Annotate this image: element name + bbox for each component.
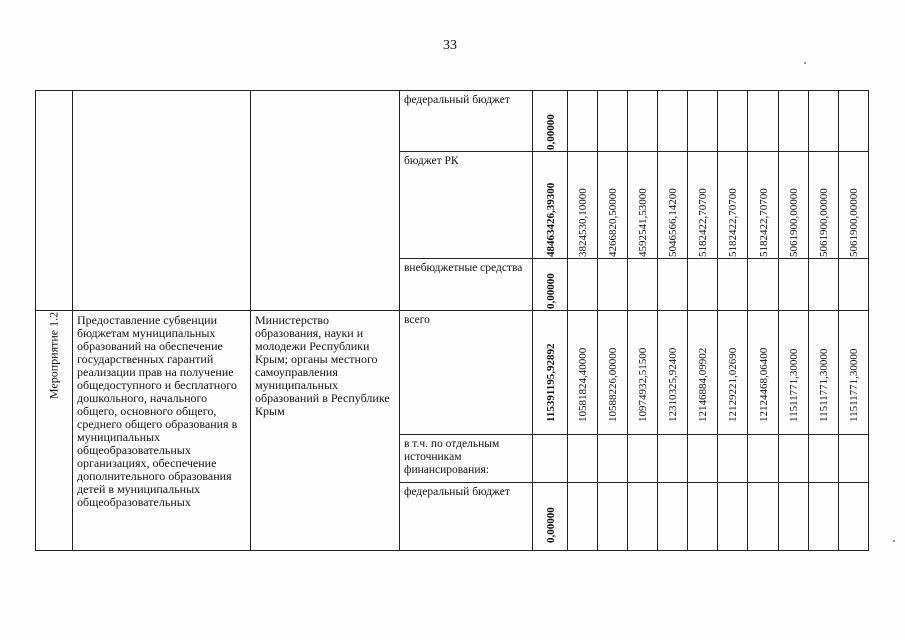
year-value: [666, 443, 680, 543]
value-cell: [779, 259, 809, 311]
scan-speck: [804, 62, 806, 64]
year-value: 12124468,06400: [757, 347, 770, 422]
year-value: [787, 443, 801, 543]
total-value: 0,00000: [544, 114, 557, 150]
year-value: 11511771,30000: [788, 348, 800, 422]
year-value: 5182422,70700: [757, 188, 770, 257]
value-cell: [748, 482, 779, 550]
value-cell: [628, 259, 658, 311]
year-value: 11511771,30000: [818, 348, 830, 422]
year-value: 5182422,70700: [697, 188, 709, 257]
year-value: [757, 50, 771, 150]
value-cell: [598, 482, 628, 550]
executor-cell: [251, 311, 400, 551]
year-value: [817, 443, 831, 543]
year-value: [696, 50, 710, 150]
year-value: [787, 50, 801, 150]
value-cell: [533, 91, 568, 152]
value-cell: [568, 482, 598, 550]
total-value: 0,00000: [544, 506, 557, 543]
executor: Министерство образования, науки и молодежи Республики Крым; органы местного самоуправления муниципальных образований в Республике Крым: [255, 313, 390, 418]
year-value: [847, 50, 861, 150]
event-description-cell: [73, 311, 251, 551]
year-value: [817, 209, 831, 309]
value-cell: [839, 482, 869, 550]
funding-source-cell: всего: [400, 311, 533, 435]
total-value: 0,00000: [544, 273, 557, 309]
year-value: [636, 50, 650, 150]
year-value: 10581824,40000: [577, 347, 589, 422]
value-cell: [688, 91, 718, 152]
year-value: 5182422,70700: [727, 188, 739, 257]
year-value: 11511771,30000: [848, 348, 860, 422]
description-cell-continued: [73, 91, 251, 311]
value-cell: [809, 482, 839, 550]
value-cell: [718, 482, 748, 550]
year-value: 5046566,14200: [667, 188, 679, 257]
year-value: [636, 443, 650, 543]
value-cell: [568, 91, 598, 152]
year-value: [726, 443, 740, 543]
year-value: [666, 209, 680, 309]
year-value: [817, 50, 831, 150]
year-value: [847, 209, 861, 309]
event-description: Предоставление субвенции бюджетам муниципальных образований на обеспечение государственных гарантий реализации прав на получение общедоступного и бесплатного дошкольного, начального общего, основного общего, среднего общего образования в муниципальных общеобразовательных организациях, обеспечение дополнительного образования детей в муниципальных общеобразовательных: [77, 313, 238, 509]
year-value: 12146884,09902: [697, 347, 709, 422]
year-value: 10974932,51500: [637, 347, 649, 422]
value-cell: [839, 259, 869, 311]
year-value: [726, 209, 740, 309]
total-value: 48463426,39300: [544, 182, 557, 257]
value-cell: [533, 482, 568, 550]
value-cell: [533, 259, 568, 311]
year-value: [787, 209, 801, 309]
year-value: [696, 443, 710, 543]
funding-source-cell: бюджет РК: [400, 152, 533, 259]
year-value: [606, 443, 620, 543]
page-number: 33: [443, 38, 457, 53]
funding-source-cell: федеральный бюджет: [400, 482, 533, 550]
value-cell: [809, 91, 839, 152]
value-cell: [748, 91, 779, 152]
value-cell: [688, 482, 718, 550]
year-value: [576, 50, 590, 150]
year-value: [666, 50, 680, 150]
value-cell: [718, 259, 748, 311]
event-label-cell: [36, 311, 73, 551]
year-value: [606, 50, 620, 150]
value-cell: [779, 482, 809, 550]
value-cell: [809, 259, 839, 311]
value-cell: [658, 91, 688, 152]
year-value: [636, 209, 650, 309]
funding-source-cell: внебюджетные средства: [400, 259, 533, 311]
value-cell: [688, 259, 718, 311]
year-value: [576, 443, 590, 543]
year-value: [757, 443, 771, 543]
value-cell: [658, 482, 688, 550]
year-value: [847, 443, 861, 543]
year-value: [606, 209, 620, 309]
year-value: 4266820,50000: [607, 188, 619, 257]
year-value: 4592541,53000: [637, 188, 649, 257]
event-cell-continued: [36, 91, 73, 311]
value-cell: [568, 259, 598, 311]
scan-speck: [893, 540, 895, 542]
year-value: 10588226,00000: [607, 347, 619, 422]
value-cell: [839, 91, 869, 152]
year-value: [757, 209, 771, 309]
value-cell: [628, 482, 658, 550]
value-cell: [628, 91, 658, 152]
year-value: 5061900,00000: [818, 188, 830, 257]
year-value: 12310325,92400: [667, 347, 679, 422]
year-value: [576, 209, 590, 309]
value-cell: [658, 259, 688, 311]
table-row: [36, 311, 869, 435]
funding-table: [35, 90, 869, 551]
event-label: Мероприятие 1.2: [46, 311, 61, 400]
executor-cell-continued: [251, 91, 400, 311]
funding-source-cell: федеральный бюджет: [400, 91, 533, 152]
value-cell: [748, 259, 779, 311]
value-cell: [718, 91, 748, 152]
year-value: 12129221,02690: [727, 347, 739, 422]
total-value: 115391195,92892: [544, 343, 557, 422]
year-value: 3824530,10000: [577, 188, 589, 257]
value-cell: [598, 91, 628, 152]
value-cell: [779, 91, 809, 152]
year-value: [696, 209, 710, 309]
table-row: [36, 91, 869, 152]
year-value: 5061900,00000: [788, 188, 800, 257]
value-cell: [598, 259, 628, 311]
year-value: [726, 50, 740, 150]
funding-source-cell: в т.ч. по отдельным источникам финансирования:: [400, 435, 533, 482]
year-value: 5061900,00000: [848, 188, 860, 257]
